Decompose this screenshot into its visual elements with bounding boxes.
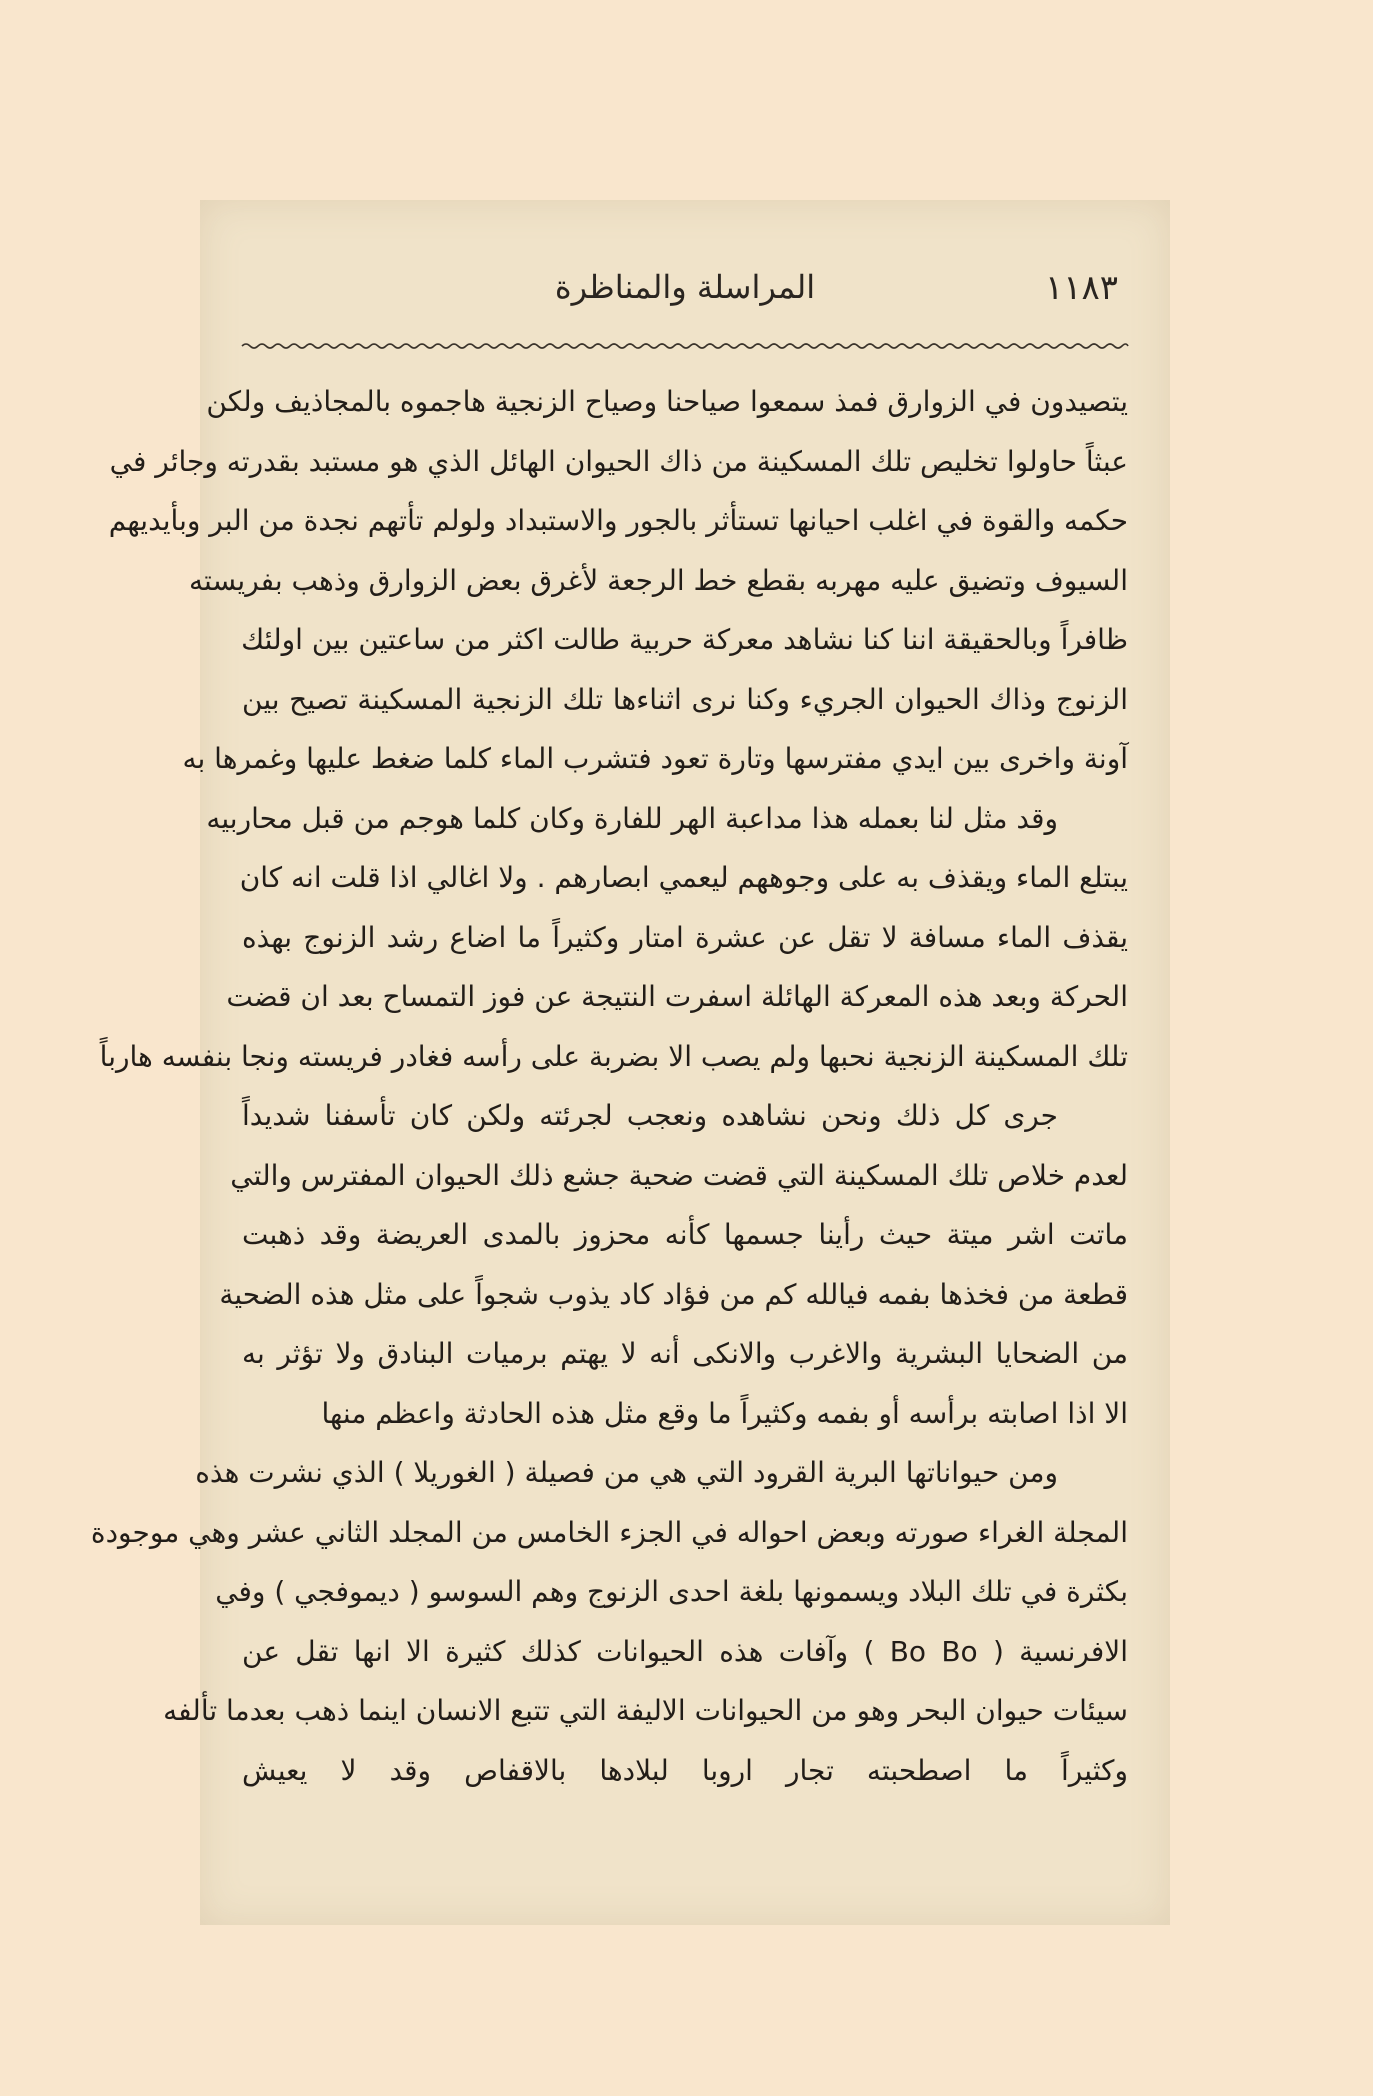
text-line: وقد مثل لنا بعمله هذا مداعبة الهر للفارة وكان كلما هوجم من قبل محاربيه [206, 801, 1058, 835]
text-line: عبثاً حاولوا تخليص تلك المسكينة من ذاك الحيوان الهائل الذي هو مستبد بقدرته وجائر في [109, 444, 1128, 478]
text-line: ظافراً وبالحقيقة اننا كنا نشاهد معركة حربية طالت اكثر من ساعتين بين اولئك [241, 623, 1128, 656]
text-line: الحركة وبعد هذه المعركة الهائلة اسفرت النتيجة عن فوز التمساح بعد ان قضت [226, 980, 1128, 1013]
text-line: سيئات حيوان البحر وهو من الحيوانات الاليفة التي تتبع الانسان اينما ذهب بعدما تألفه [163, 1694, 1128, 1727]
text-line: آونة واخرى بين ايدي مفترسها وتارة تعود فتشرب الماء كلما ضغط عليها وغمرها به [182, 742, 1128, 775]
text-line: يقذف الماء مسافة لا تقل عن عشرة امتار وكثيراً ما اضاع رشد الزنوج بهذه [242, 920, 1128, 954]
text-line: الزنوج وذاك الحيوان الجريء وكنا نرى اثناءها تلك الزنجية المسكينة تصيح بين [242, 682, 1128, 716]
book-page [90, 200, 1170, 1925]
text-line: السيوف وتضيق عليه مهربه بقطع خط الرجعة لأغرق بعض الزوارق وذهب بفريسته [188, 563, 1128, 597]
text-line: الافرنسية ( Bo Bo ) وآفات هذه الحيوانات كذلك كثيرة الا انها تقل عن [242, 1634, 1128, 1668]
text-line: المجلة الغراء صورته وبعض احواله في الجزء الخامس من المجلد الثاني عشر وهي موجودة [90, 1515, 1128, 1549]
text-line: تلك المسكينة الزنجية نحبها ولم يصب الا بضربة على رأسه فغادر فريسته ونجا بنفسه هارباً [99, 1039, 1128, 1073]
running-title: المراسلة والمناظرة [554, 268, 816, 306]
wavy-divider-icon [242, 342, 1128, 350]
page-header [200, 268, 1170, 318]
text-line: حكمه والقوة في اغلب احيانها تستأثر بالجور والاستبداد ولولم تأتهم نجدة من البر وبأيديهم [108, 504, 1128, 537]
text-line: من الضحايا البشرية والاغرب والانكى أنه لا يهتم برميات البنادق ولا تؤثر به [242, 1337, 1128, 1370]
text-line: ومن حيواناتها البرية القرود التي هي من فصيلة ( الغوريلا ) الذي نشرت هذه [195, 1456, 1058, 1489]
text-line: وكثيراً ما اصطحبته تجار اروبا لبلادها بالاقفاص وقد لا يعيش [242, 1753, 1128, 1787]
text-line: الا اذا اصابته برأسه أو بفمه وكثيراً ما وقع مثل هذه الحادثة واعظم منها [321, 1396, 1128, 1430]
header-rule [242, 342, 1128, 350]
text-line: بكثرة في تلك البلاد ويسمونها بلغة احدى الزنوج وهم السوسو ( ديموفجي ) وفي [215, 1575, 1128, 1608]
text-line: يتصيدون في الزوارق فمذ سمعوا صياحنا وصياح الزنجية هاجموه بالمجاذيف ولكن [206, 385, 1128, 418]
page-number: ١١٨٣ [1044, 268, 1118, 308]
text-line: جرى كل ذلك ونحن نشاهده ونعجب لجرئته ولكن كان تأسفنا شديداً [242, 1099, 1058, 1132]
text-line: ماتت اشر ميتة حيث رأينا جسمها كأنه محزوز بالمدى العريضة وقد ذهبت [242, 1218, 1128, 1251]
text-line: قطعة من فخذها بفمه فيالله كم من فؤاد كاد يذوب شجواً على مثل هذه الضحية [219, 1277, 1128, 1311]
text-line: لعدم خلاص تلك المسكينة التي قضت ضحية جشع ذلك الحيوان المفترس والتي [230, 1158, 1128, 1192]
text-line: يبتلع الماء ويقذف به على وجوههم ليعمي ابصارهم . ولا اغالي اذا قلت انه كان [239, 861, 1128, 894]
body-text [90, 372, 1128, 1800]
